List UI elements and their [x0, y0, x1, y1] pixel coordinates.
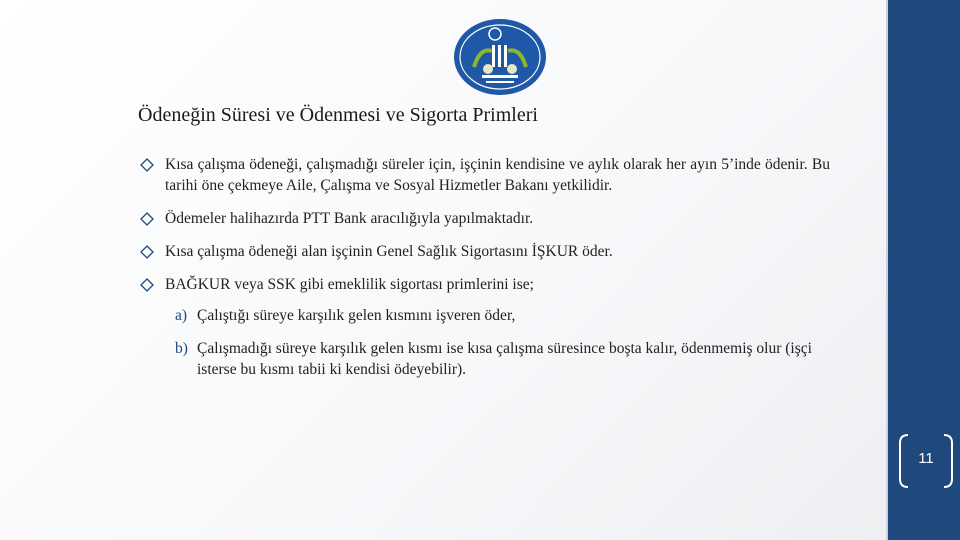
bullet-item	[140, 274, 830, 295]
sub-list	[140, 305, 830, 380]
page-number: 11	[918, 450, 934, 467]
bullet-text: BAĞKUR veya SSK gibi emeklilik sigortası primlerini ise;	[165, 276, 534, 293]
sub-marker: a)	[175, 307, 188, 324]
bullet-list	[140, 154, 830, 392]
diamond-bullet-icon	[140, 278, 154, 292]
sub-marker: b)	[175, 340, 188, 357]
bullet-text: Ödemeler halihazırda PTT Bank aracılığıyla yapılmaktadır.	[165, 210, 534, 227]
bullet-text: Kısa çalışma ödeneği, çalışmadığı süreler için, işçinin kendisine ve aylık olarak her ayın 5’inde ödenir. Bu tarihi öne çekmeye Aile, Çalışma ve Sosyal Hizmetler Bakanı yetkilidir.	[165, 156, 830, 194]
bullet-item	[140, 208, 830, 229]
diamond-bullet-icon	[140, 158, 154, 172]
slide-title: Ödeneğin Süresi ve Ödenmesi ve Sigorta Primleri	[138, 104, 538, 126]
sub-item-a	[175, 305, 830, 326]
sub-item-text: Çalışmadığı süreye karşılık gelen kısmı ise kısa çalışma süresince boşta kalır, ödenmemiş olur (işçi isterse bu kısmı tabii ki kendisi ödeyebilir).	[197, 340, 812, 378]
sub-item-b	[175, 338, 830, 380]
bullet-item	[140, 241, 830, 262]
diamond-bullet-icon	[140, 212, 154, 226]
sub-item-text: Çalıştığı süreye karşılık gelen kısmını işveren öder,	[197, 307, 516, 324]
bullet-item	[140, 154, 830, 196]
bullet-text: Kısa çalışma ödeneği alan işçinin Genel Sağlık Sigortasını İŞKUR öder.	[165, 243, 613, 260]
page-number-box	[896, 433, 956, 489]
diamond-bullet-icon	[140, 245, 154, 259]
institution-logo	[452, 17, 548, 97]
